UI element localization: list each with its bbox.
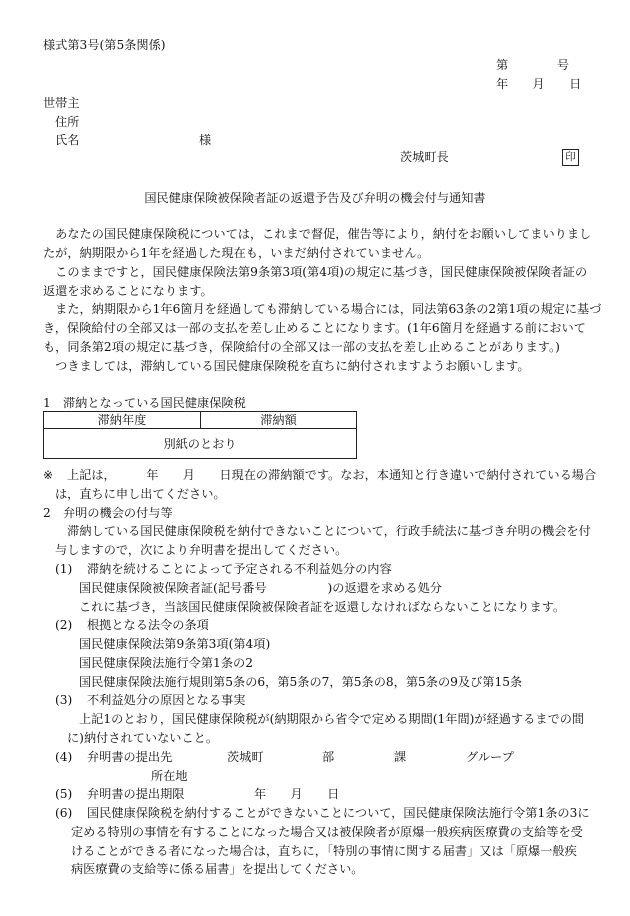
item-line: けることができる者になった場合は，直ちに，「特別の事情に関する届書」又は「原爆一般疾 bbox=[71, 844, 577, 858]
item-line: 国民健康保険法施行規則第5条の6，第5条の7，第5条の8，第5条の9及び第15条 bbox=[79, 675, 523, 689]
item-number: (4) bbox=[55, 750, 73, 764]
item-line: 国民健康保険法施行令第1条の2 bbox=[79, 656, 253, 670]
submission-division: 課 bbox=[394, 750, 407, 764]
item-number: (2) bbox=[55, 618, 73, 632]
body-line: き，保険給付の全部又は一部の支払を差し止めることになります。(1年6箇月を経過する前において bbox=[43, 321, 586, 335]
body-line: も，同条第2項の規定に基づき，保険給付の全部又は一部の支払を差し止めることがあります。) bbox=[43, 340, 560, 354]
item-line: 定める特別の事情を有することになった場合又は被保険者が原爆一般疾病医療費の支給等を受 bbox=[71, 825, 583, 839]
honorific: 様 bbox=[199, 133, 212, 147]
section2-heading: 2 弁明の機会の付与等 bbox=[43, 506, 173, 520]
column-header-amount: 滞納額 bbox=[260, 413, 297, 427]
item-heading: 弁明書の提出期限 bbox=[87, 787, 185, 801]
item-heading: 不利益処分の原因となる事実 bbox=[87, 693, 246, 707]
document-title: 国民健康保険被保険者証の返還予告及び弁明の機会付与通知書 bbox=[144, 191, 486, 205]
body-line: 返還を求めることになります。 bbox=[43, 284, 213, 298]
note-line: は，直ちに申し出てください。 bbox=[55, 487, 226, 501]
section2-intro: 滞納している国民健康保険税を納付できないことについて，行政手続法に基づき弁明の機会を付 bbox=[55, 524, 591, 538]
item-number: (1) bbox=[55, 562, 73, 576]
form-number: 様式第3号(第5条関係) bbox=[43, 38, 166, 52]
item-line: 病医療費の支給等に係る届書」を提出してください。 bbox=[71, 862, 364, 876]
item-line: に)納付されていないこと。 bbox=[67, 731, 219, 745]
name-label: 氏名 bbox=[55, 133, 80, 147]
item-line: 国民健康保険被保険者証(記号番号 )の返還を求める処分 bbox=[79, 581, 442, 595]
column-header-fiscal-year: 滞納年度 bbox=[97, 413, 147, 427]
table-cell-value: 別紙のとおり bbox=[163, 437, 237, 451]
submission-town: 茨城町 bbox=[227, 750, 264, 764]
note-line: 上記は， 年 月 日現在の滞納額です。なお，本通知と行き違いで納付されている場合 bbox=[67, 468, 597, 482]
item-line: これに基づき，当該国民健康保険被保険者証を返還しなければならないことになります。 bbox=[79, 600, 566, 614]
submission-deadline: 年 月 日 bbox=[254, 787, 340, 801]
item-number: (5) bbox=[55, 787, 73, 801]
issue-date: 年 月 日 bbox=[496, 77, 582, 91]
item-heading: 弁明書の提出先 bbox=[87, 750, 173, 764]
item-line: 国民健康保険法第9条第3項(第4項) bbox=[79, 637, 271, 651]
body-line: つきましては，滞納している国民健康保険税を直ちに納付されますようお願いします。 bbox=[43, 359, 530, 373]
section2-intro: 与しますので，次により弁明書を提出してください。 bbox=[55, 543, 348, 557]
arrears-table bbox=[43, 411, 357, 459]
section1-heading: 1 滞納となっている国民健康保険税 bbox=[43, 396, 246, 410]
submission-department: 部 bbox=[322, 750, 335, 764]
body-line: たが，納期限から1年を経過した現在も，いまだ納付されていません。 bbox=[43, 246, 430, 260]
body-line: あなたの国民健康保険税については，これまで督促，催告等により，納付をお願いしてまいりまし bbox=[43, 227, 592, 241]
submission-group: グループ bbox=[466, 750, 514, 764]
address-label: 住所 bbox=[55, 115, 80, 129]
item-heading: 根拠となる法令の条項 bbox=[87, 618, 209, 632]
note-mark: ※ bbox=[43, 468, 54, 482]
item-line: 上記1のとおり，国民健康保険税が(納期限から省令で定める期間(1年間)が経過するまでの間 bbox=[79, 712, 585, 726]
item-number: (3) bbox=[55, 693, 73, 707]
issuer-name: 茨城町長 bbox=[400, 150, 449, 164]
document-number: 第 号 bbox=[496, 58, 570, 72]
household-head-label: 世帯主 bbox=[43, 96, 80, 110]
item-number: (6) bbox=[55, 806, 73, 820]
body-line: このままですと，国民健康保険法第9条第3項(第4項)の規定に基づき，国民健康保険被保険者証の bbox=[43, 265, 588, 279]
item-heading: 滞納を続けることによって予定される不利益処分の内容 bbox=[87, 562, 392, 576]
seal-mark: 印 bbox=[562, 149, 579, 166]
submission-location-label: 所在地 bbox=[151, 769, 188, 783]
item-line: 国民健康保険税を納付することができないことについて，国民健康保険法施行令第1条の3に bbox=[87, 806, 590, 820]
body-line: また，納期限から1年6箇月を経過しても滞納している場合には，同法第63条の2第1項の規定に基づ bbox=[43, 302, 602, 316]
